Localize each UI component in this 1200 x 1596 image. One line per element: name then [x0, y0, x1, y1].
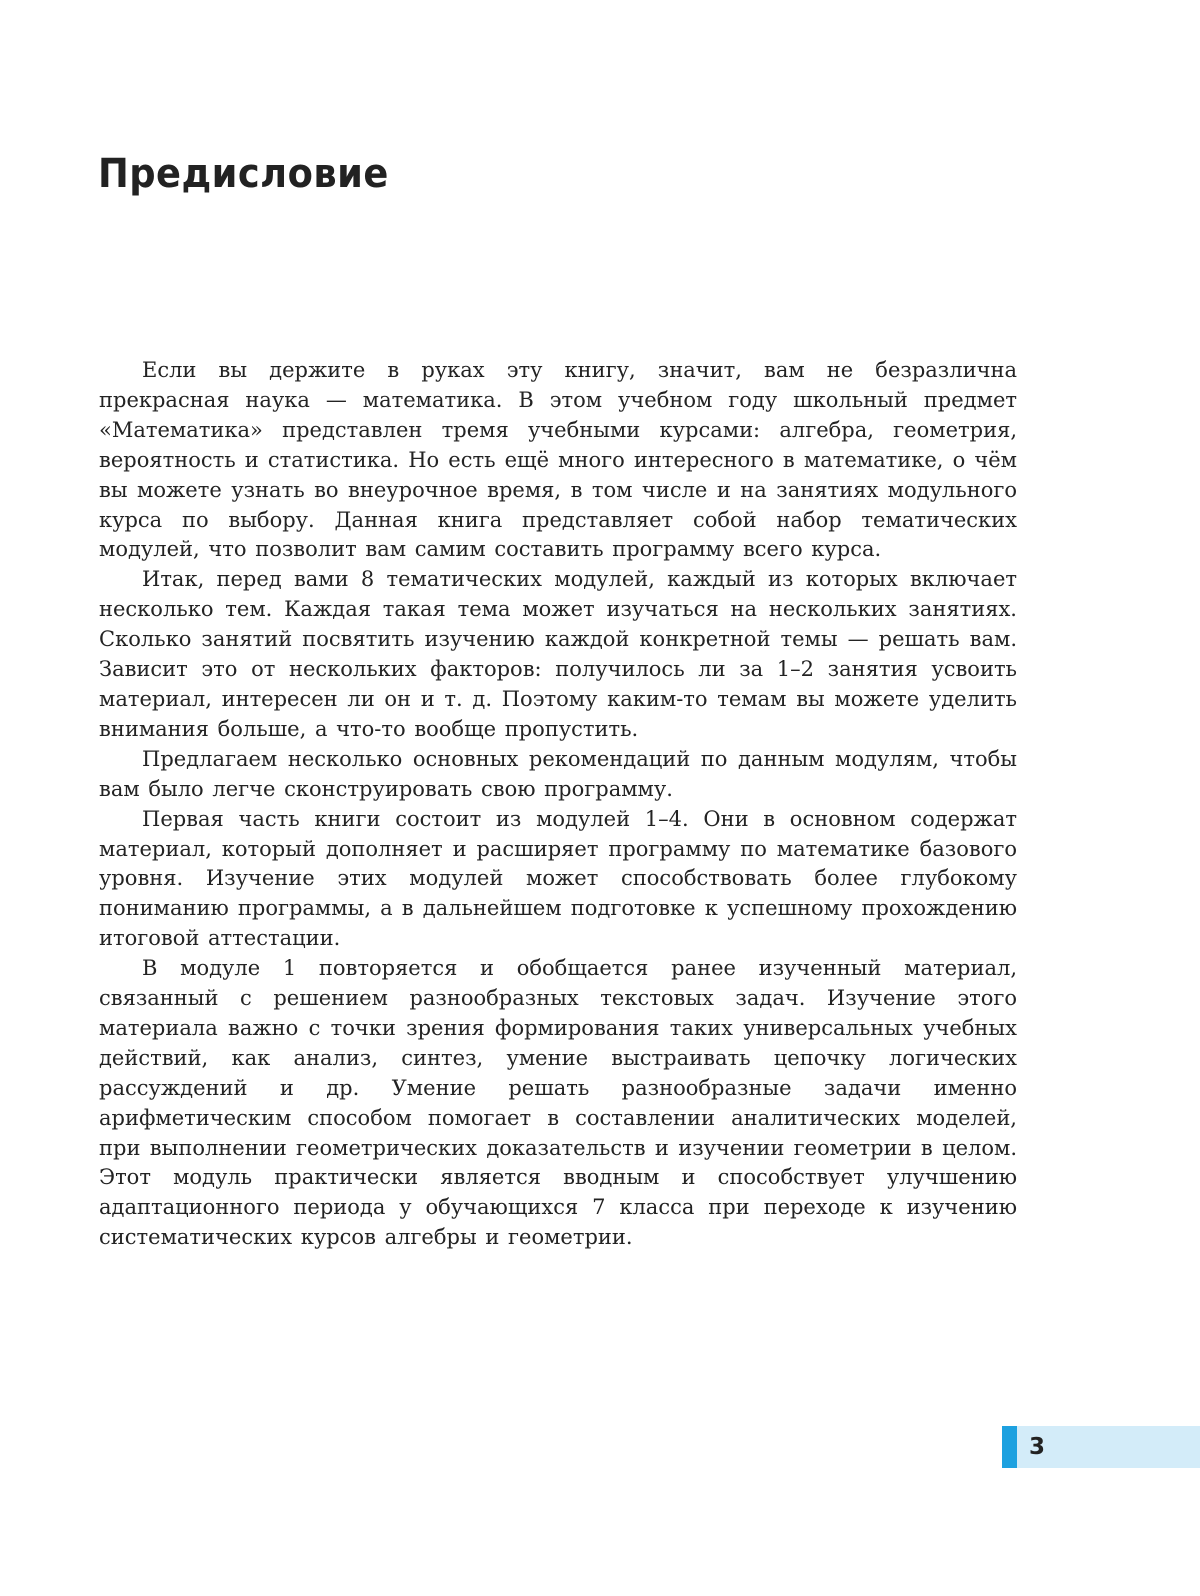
paragraph-4: Первая часть книги состоит из модулей 1–4. Они в основном содержат материал, который дополняет и расширяет программу по математике базового уровня. Изучение этих модулей может способствовать более глубокому пониманию программы, а в дальнейшем подготовке к успешному прохождению итоговой аттестации.: [99, 806, 1017, 951]
paragraph-2: Итак, перед вами 8 тематических модулей, каждый из которых включает несколько тем. Каждая такая тема может изучаться на нескольких занятиях. Сколько занятий посвятить изучению каждой конкретной темы — решать вам. Зависит это от нескольких факторов: получилось ли за 1–2 занятия усвоить материал, интересен ли он и т. д. Поэтому каким-то темам вы можете уделить внимания больше, а что-то вообще пропустить.: [99, 567, 1017, 741]
paragraph-3: Предлагаем несколько основных рекомендаций по данным модулям, чтобы вам было легче сконструировать свою программу.: [99, 746, 1017, 801]
page-tab-accent-bar: [1002, 1426, 1017, 1468]
page-title: Предисловие: [98, 151, 389, 197]
page-number: 3: [1029, 1434, 1046, 1460]
preface-body: [99, 356, 1017, 1253]
paragraph-5: В модуле 1 повторяется и обобщается ранее изученный материал, связанный с решением разнообразных текстовых задач. Изучение этого материала важно с точки зрения формирования таких универсальных учебных действий, как анализ, синтез, умение выстраивать цепочку логических рассуждений и др. Умение решать разнообразные задачи именно арифметическим способом помогает в составлении аналитических моделей, при выполнении геометрических доказательств и изучении геометрии в целом. Этот модуль практически является вводным и способствует улучшению адаптационного периода у обучающихся 7 класса при переходе к изучению систематических курсов алгебры и геометрии.: [99, 956, 1017, 1250]
paragraph-1: Если вы держите в руках эту книгу, значит, вам не безразлична прекрасная наука — математика. В этом учебном году школьный предмет «Математика» представлен тремя учебными курсами: алгебра, геометрия, вероятность и статистика. Но есть ещё много интересного в математике, о чём вы можете узнать во внеурочное время, в том числе и на занятиях модульного курса по выбору. Данная книга представляет собой набор тематических модулей, что позволит вам самим составить программу всего курса.: [99, 358, 1017, 562]
page-number-tab: [1002, 1426, 1200, 1468]
